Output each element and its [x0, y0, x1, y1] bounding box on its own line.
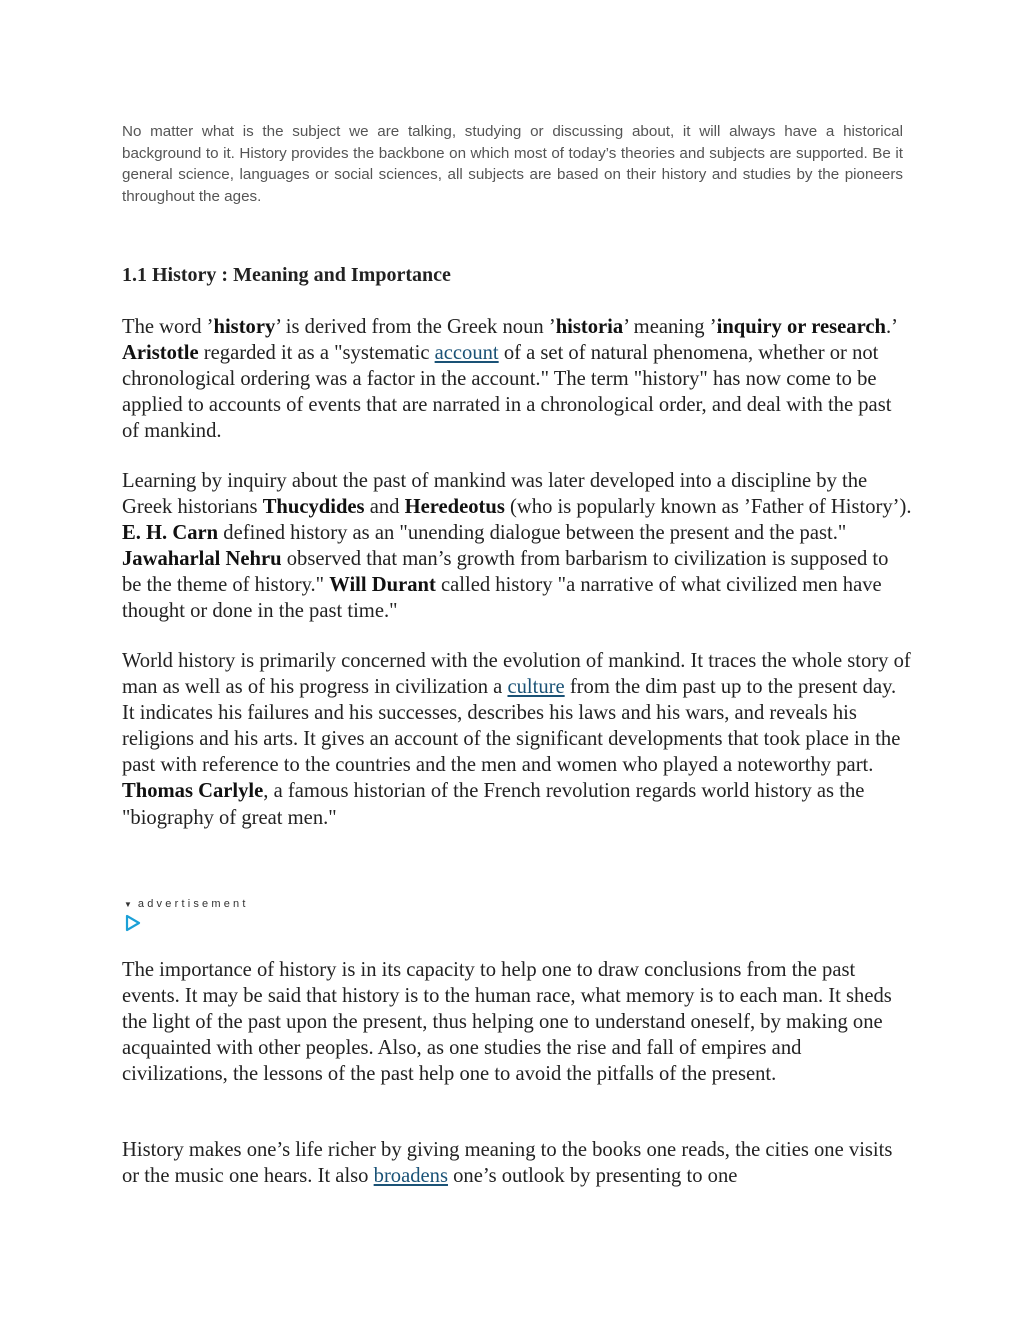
- name-heredeotus: Heredeotus: [404, 496, 505, 519]
- name-durant: Will Durant: [329, 574, 436, 597]
- name-carn: E. H. Carn: [122, 522, 219, 545]
- paragraph-world-history: [122, 648, 912, 831]
- text-run: Learning by inquiry about the past of mankind was later developed into a discipline by the Greek historians: [122, 470, 868, 519]
- text-run: (who is popularly known as ’Father of History’).: [504, 496, 912, 519]
- text-run: defined history as an "unending dialogue between the present and the past.": [218, 522, 847, 545]
- text-run: .’: [885, 316, 897, 338]
- paragraph-importance: The importance of history is in its capacity to help one to draw conclusions from the past events. It may be said that history is to the human race, what memory is to each man. It sheds the light of the past upon the present, thus helping one to understand oneself, by making one acquainted with other peoples. Also, as one studies the rise and fall of empires and civilizations, the lessons of the past help one to avoid the pitfalls of the present.: [122, 959, 892, 1086]
- link-culture[interactable]: culture: [507, 676, 565, 699]
- text-run: The word ’: [122, 316, 214, 338]
- text-run: regarded it as a "systematic: [198, 342, 435, 365]
- advertisement-block[interactable]: [124, 898, 324, 938]
- caret-down-icon: ▼: [124, 900, 132, 909]
- play-triangle-icon[interactable]: [124, 914, 142, 932]
- link-broadens[interactable]: broadens: [373, 1165, 448, 1188]
- advertisement-label: ▼ advertisement: [124, 898, 249, 910]
- text-run: World history is primarily concerned with the evolution of mankind. It traces the whole story of man as well as of his progress in civilization a: [122, 650, 911, 699]
- term-historia: historia: [555, 316, 624, 338]
- text-run: of a set of natural phenomena, whether or not chronological ordering was a factor in the account." The term "history" has now come to be applied to accounts of events that are narrated in a chronological order, and deal with the past of mankind.: [122, 342, 892, 443]
- term-history: history: [213, 316, 276, 338]
- name-carlyle: Thomas Carlyle: [122, 780, 264, 803]
- text-run: from the dim past up to the present day. It indicates his failures and his successes, describes his laws and his wars, and reveals his religions and his arts. It gives an account of the significant developments that took place in the past with reference to the countries and the men and women who played a noteworthy part.: [122, 676, 901, 777]
- name-thucydides: Thucydides: [262, 496, 365, 519]
- text-run: called history "a narrative of what civilized men have thought or done in the past time.": [122, 574, 882, 623]
- text-run: ’ meaning ’: [623, 316, 717, 338]
- text-run: ’ is derived from the Greek noun ’: [275, 316, 556, 338]
- text-run: one’s outlook by presenting to one: [447, 1165, 738, 1188]
- section-heading: 1.1 History : Meaning and Importance: [122, 264, 451, 286]
- term-inquiry: inquiry or research: [716, 316, 886, 338]
- name-nehru: Jawaharlal Nehru: [122, 548, 282, 571]
- intro-paragraph: No matter what is the subject we are talking, studying or discussing about, it will always have a historical background to it. History provides the backbone on which most of today’s theories and subjects are supported. Be it general science, languages or social sciences, all subjects are based on their history and studies by the pioneers throughout the ages.: [122, 123, 903, 205]
- text-run: observed that man’s growth from barbarism to civilization is supposed to be the theme of history.": [122, 548, 889, 597]
- paragraph-historians: [122, 468, 912, 625]
- name-aristotle: Aristotle: [122, 342, 199, 365]
- text-run: History makes one’s life richer by giving meaning to the books one reads, the cities one visits or the music one hears. It also: [122, 1139, 893, 1188]
- text-run: , a famous historian of the French revolution regards world history as the "biography of great men.": [122, 780, 865, 829]
- paragraph-life-richer: [122, 1137, 912, 1189]
- text-run: and: [364, 496, 405, 519]
- link-account[interactable]: account: [434, 342, 499, 365]
- paragraph-history-meaning: [122, 314, 912, 444]
